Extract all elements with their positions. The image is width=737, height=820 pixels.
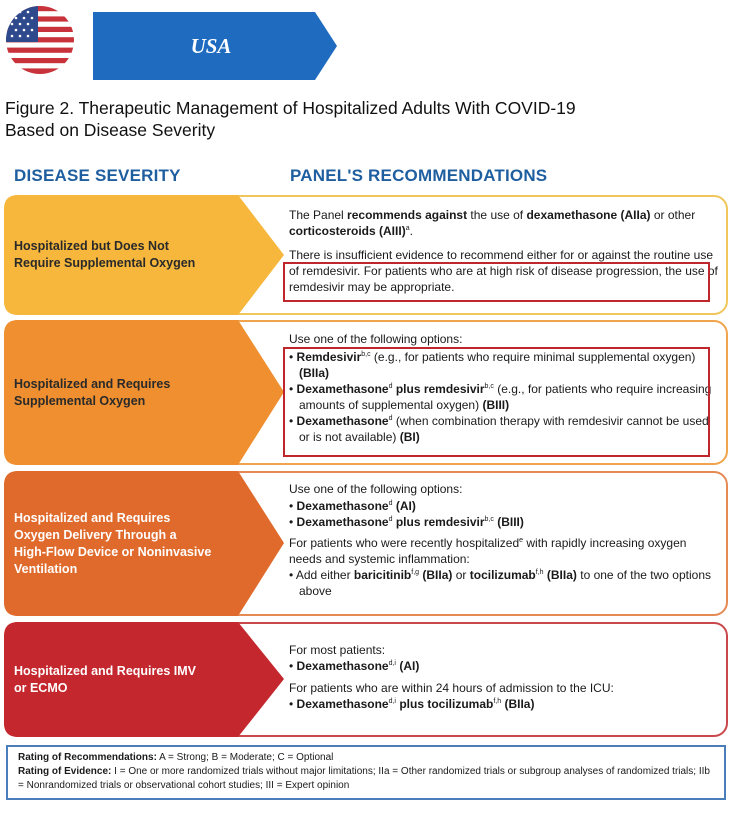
severity-label: Hospitalized but Does Not Require Supplemental Oxygen bbox=[14, 239, 196, 270]
us-flag-icon bbox=[6, 6, 74, 74]
country-label: USA bbox=[190, 33, 232, 58]
severity-label: Hospitalized and Requires Supplemental Oxygen bbox=[14, 376, 171, 408]
recommendation-text: Use one of the following options: • Remdesivir$^{b,c}$ (e.g., for patients who require minimal supplemental oxygen) (BIIa) • Dexamethasone$^d$ plus remdesivir$^{b,c}$ (e.g., for patients who require increasing amounts of supplemental oxygen) (BIII) • Dexamethasone$^d$ (when combination therapy with remdesivir cannot be used or is not available) (BI) bbox=[289, 332, 712, 444]
highlight-box bbox=[283, 347, 710, 457]
severity-label: Hospitalized and Requires IMV or ECMO bbox=[14, 663, 196, 695]
severity-label: Hospitalized and Requires Oxygen Delivery Through a High-Flow Device or Noninvasive Ventilation bbox=[14, 510, 212, 576]
header-disease-severity: DISEASE SEVERITY bbox=[14, 166, 181, 185]
recommendation-text: For most patients: • Dexamethasone$^{d,i}$ (AI) For patients who are within 24 hours of admission to the ICU: • Dexamethasone$^{d,i}$ plus tocilizumab$^{f,h}$ (BIIa) bbox=[289, 643, 614, 711]
recommendation-text: Use one of the following options: • Dexamethasone$^d$ (AI) • Dexamethasone$^d$ plus remdesivir$^{b,c}$ (BIII) For patients who were recently hospitalized$^e$ with rapidly increasing oxygen needs and systemic inflammation: • Add either baricitinib$^{f,g}$ (BIIa) or tocilizumab$^{f,h}$ (BIIa) to one of the two options above bbox=[289, 482, 711, 598]
recommendation-text: The Panel recommends against the use of dexamethasone (AIIa) or other corticosteroids (AIII)$^a$. There is insufficient evidence to recommend either for or against the routine use of remdesivir. For patients who are at high risk of disease progression, the use of remdesivir may be appropriate. bbox=[289, 208, 718, 294]
rating-legend: Rating of Recommendations: A = Strong; B = Moderate; C = Optional Rating of Evidence: I = One or more randomized trials without major limitations; IIa = Other randomized trials or subgroup analyses of randomized trials; IIb = Nonrandomized trials or observational cohort studies; III = Expert opinion bbox=[6, 745, 726, 800]
country-banner bbox=[93, 12, 338, 80]
header-recommendations: PANEL'S RECOMMENDATIONS bbox=[290, 166, 548, 185]
severity-row-imv-ecmo bbox=[4, 622, 728, 737]
figure-title: Figure 2. Therapeutic Management of Hospitalized Adults With COVID-19 Based on Disease Severity bbox=[5, 98, 576, 140]
severity-row-high-flow bbox=[4, 471, 728, 616]
highlight-box bbox=[283, 262, 710, 302]
